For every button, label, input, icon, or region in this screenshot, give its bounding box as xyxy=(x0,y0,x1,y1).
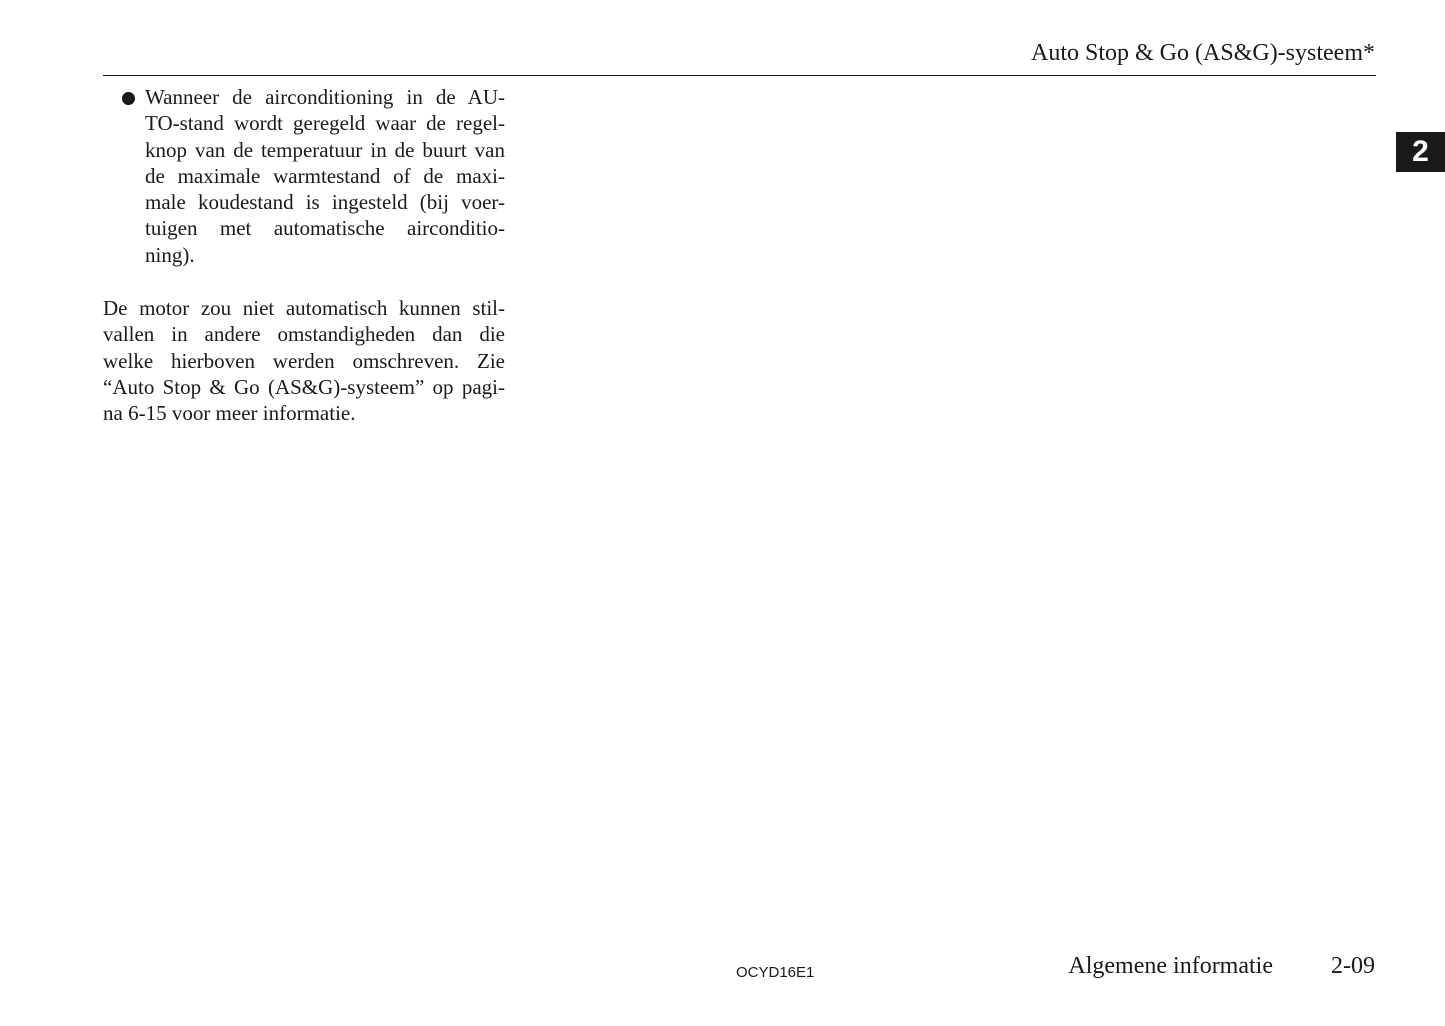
paragraph-line: vallen in andere omstandigheden dan die xyxy=(103,322,505,347)
bullet-line: de maximale warmtestand of de maxi- xyxy=(145,163,505,188)
running-header-title: Auto Stop & Go (AS&G)-systeem* xyxy=(1031,40,1375,66)
bullet-line: knop van de temperatuur in de buurt van xyxy=(145,137,505,162)
footer-section-title: Algemene informatie xyxy=(1068,953,1273,979)
chapter-tab: 2 xyxy=(1396,132,1445,172)
page-number: 2-09 xyxy=(1331,953,1375,979)
bullet-line: male koudestand is ingesteld (bij voer- xyxy=(145,190,505,215)
paragraph-line: De motor zou niet automatisch kunnen stil- xyxy=(103,296,505,320)
paragraph-line: “Auto Stop & Go (AS&G)-systeem” op pagi- xyxy=(103,374,505,399)
bullet-line: TO-stand wordt geregeld waar de regel- xyxy=(145,111,505,136)
document-code: OCYD16E1 xyxy=(736,964,815,981)
bullet-line: Wanneer de airconditioning in de AU- xyxy=(145,85,505,109)
header-divider xyxy=(103,75,1376,76)
bullet-line: ning). xyxy=(145,242,195,267)
bullet-dot-icon xyxy=(122,92,135,105)
body-paragraph xyxy=(103,295,505,426)
paragraph-line: welke hierboven werden omschreven. Zie xyxy=(103,348,505,373)
bullet-text xyxy=(145,84,505,268)
paragraph-line: na 6-15 voor meer informatie. xyxy=(103,401,356,426)
bullet-line: tuigen met automatische airconditio- xyxy=(145,216,505,241)
bullet-item xyxy=(103,84,505,268)
